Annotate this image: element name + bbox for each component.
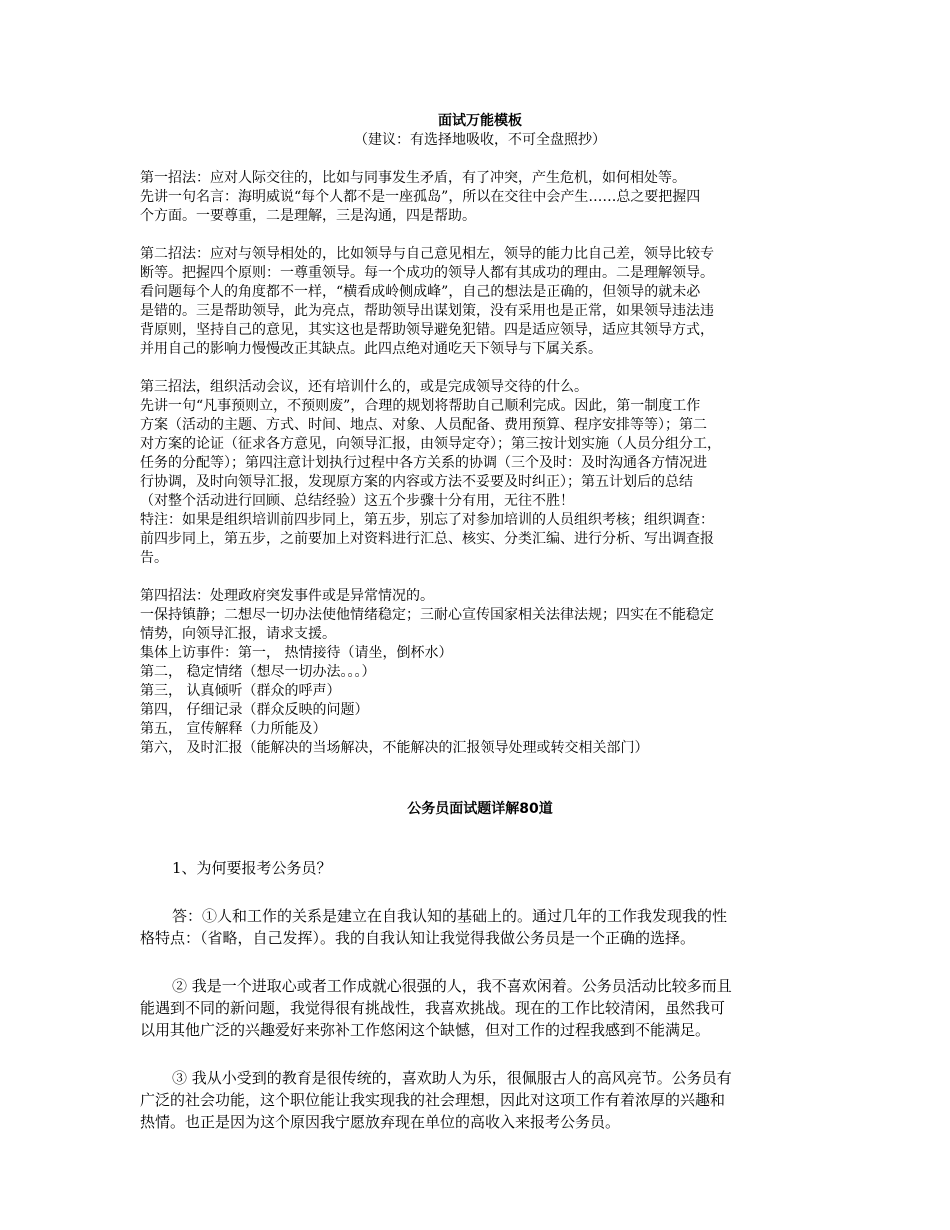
paragraph-line: 看问题每个人的角度都不一样，“横看成岭侧成峰”，自己的想法是正确的，但领导的就未必 <box>140 284 701 300</box>
paragraph-line: 第四招法：处理政府突发事件或是异常情况的。 <box>140 588 434 604</box>
paragraph-line: 告。 <box>140 550 168 566</box>
paragraph-line: 任务的分配等）；第四注意计划执行过程中各方关系的协调（三个及时：及时沟通各方情况进 <box>140 455 707 471</box>
paragraph-line: 答：①人和工作的关系是建立在自我认知的基础上的。通过几年的工作我发现我的性 <box>172 907 728 925</box>
document-title: 面试万能模板 <box>438 113 522 129</box>
section-method-2 <box>140 245 820 359</box>
paragraph-line: 并用自己的影响力慢慢改正其缺点。此四点绝对通吃天下领导与下属关系。 <box>140 341 602 357</box>
paragraph-line: 第三， 认真倾听（群众的呼声） <box>140 683 341 699</box>
paragraph-line: 先讲一句“凡事预则立，不预则废”，合理的规划将帮助自己顺利完成。因此，第一制度工作 <box>140 398 701 414</box>
paragraph-line: 断等。把握四个原则：一尊重领导。每一个成功的领导人都有其成功的理由。二是理解领导。 <box>140 265 714 281</box>
document-page <box>140 112 820 1133</box>
paragraph-line: 第二招法：应对与领导相处的，比如领导与自己意见相左，领导的能力比自己差，领导比较专 <box>140 246 714 262</box>
paragraph-line: 以用其他广泛的兴趣爱好来弥补工作悠闲这个缺憾，但对工作的过程我感到不能满足。 <box>140 1021 711 1039</box>
paragraph-line: ② 我是一个进取心或者工作成就心很强的人，我不喜欢闲着。公务员活动比较多而且 <box>172 977 732 995</box>
paragraph-line: 第三招法，组织活动会议，还有培训什么的，或是完成领导交待的什么。 <box>140 379 588 395</box>
section-method-3 <box>140 378 820 568</box>
paragraph-line: 第四， 仔细记录（群众反映的问题） <box>140 702 369 718</box>
answer-paragraph-3 <box>140 1067 820 1133</box>
paragraph-line: 第五， 宣传解释（力所能及） <box>140 721 327 737</box>
section-method-4 <box>140 587 820 758</box>
paragraph-line: 个方面。一要尊重，二是理解，三是沟通，四是帮助。 <box>140 208 476 224</box>
paragraph-line: （对整个活动进行回顾、总结经验）这五个步骤十分有用，无往不胜！ <box>140 493 574 509</box>
paragraph-line: 前四步同上，第五步，之前要加上对资料进行汇总、核实、分类汇编、进行分析、写出调查报 <box>140 531 714 547</box>
paragraph-line: 情势，向领导汇报，请求支援。 <box>140 626 336 642</box>
paragraph-line: 先讲一句名言：海明威说“每个人都不是一座孤岛”，所以在交往中会产生……总之要把握四 <box>140 189 701 205</box>
question-1 <box>140 857 820 879</box>
paragraph-line: 背原则，坚持自己的意见，其实这也是帮助领导避免犯错。四是适应领导，适应其领导方式， <box>140 322 714 338</box>
paragraph-line: 第六， 及时汇报（能解决的当场解决，不能解决的汇报领导处理或转交相关部门） <box>140 740 649 756</box>
document-subtitle: （建议：有选择地吸收，不可全盘照抄） <box>354 132 606 148</box>
paragraph-line: 是错的。三是帮助领导，此为亮点，帮助领导出谋划策，没有采用也是正常，如果领导违法违 <box>140 303 714 319</box>
paragraph-line: 热情。也正是因为这个原因我宁愿放弃现在单位的高收入来报考公务员。 <box>140 1113 621 1131</box>
section-title-80-questions: 公务员面试题详解80道 <box>407 801 553 817</box>
paragraph-line: 第一招法：应对人际交往的，比如与同事发生矛盾，有了冲突，产生危机，如何相处等。 <box>140 170 686 186</box>
paragraph-line: 能遇到不同的新问题，我觉得很有挑战性，我喜欢挑战。现在的工作比较清闲，虽然我可 <box>140 999 726 1017</box>
paragraph-line: 集体上访事件：第一， 热情接待（请坐，倒杯水） <box>140 645 453 661</box>
question-text: 1、为何要报考公务员？ <box>172 859 332 877</box>
answer-paragraph-1 <box>140 905 820 949</box>
paragraph-line: 行协调，及时向领导汇报，发现原方案的内容或方法不妥要及时纠正）；第五计划后的总结 <box>140 474 693 490</box>
section-method-1 <box>140 169 820 226</box>
paragraph-line: 对方案的论证（征求各方意见，向领导汇报，由领导定夺）；第三按计划实施（人员分组分工， <box>140 436 721 452</box>
paragraph-line: 广泛的社会功能，这个职位能让我实现我的社会理想，因此对这项工作有着浓厚的兴趣和 <box>140 1091 726 1109</box>
paragraph-line: 格特点：（省略，自己发挥）。我的自我认知让我觉得我做公务员是一个正确的选择。 <box>140 929 696 947</box>
paragraph-line: 方案（活动的主题、方式、时间、地点、对象、人员配备、费用预算、程序安排等等）；第二 <box>140 417 707 433</box>
paragraph-line: 特注：如果是组织培训前四步同上，第五步，别忘了对参加培训的人员组织考核；组织调查： <box>140 512 714 528</box>
paragraph-line: 第二， 稳定情绪（想尽一切办法。。。） <box>140 664 376 680</box>
answer-paragraph-2 <box>140 975 820 1041</box>
paragraph-line: ③ 我从小受到的教育是很传统的，喜欢助人为乐，很佩服古人的高风亮节。公务员有 <box>172 1069 732 1087</box>
paragraph-line: 一保持镇静；二想尽一切办法使他情绪稳定；三耐心宣传国家相关法律法规；四实在不能稳定 <box>140 607 714 623</box>
